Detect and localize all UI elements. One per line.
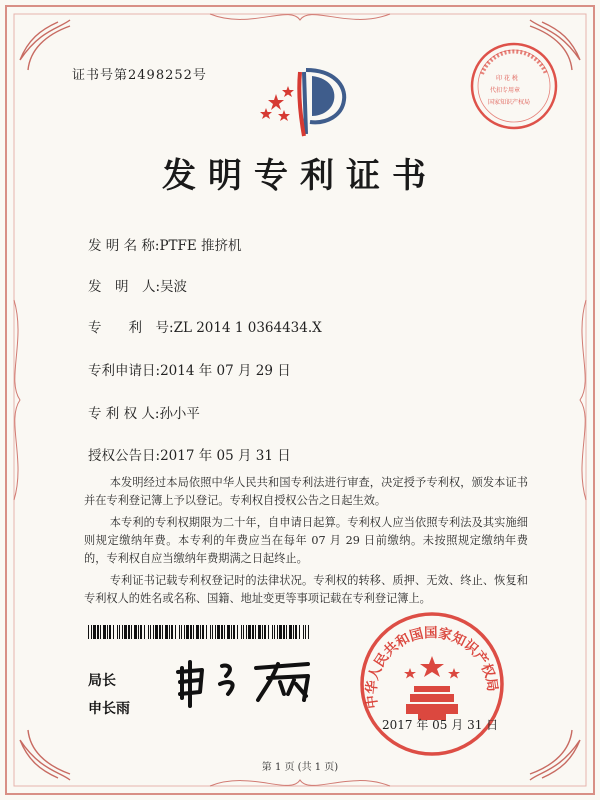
barcode-bar [221,625,223,639]
barcode-bar [128,625,130,639]
field-value: 2017 年 05 月 31 日 [160,448,291,464]
barcode-bar [196,625,199,639]
field-value: 孙小平 [159,406,200,422]
tax-seal-stamp [468,40,560,132]
seal-date: 2017 年 05 月 31 日 [382,718,499,732]
barcode-bar [206,625,207,639]
barcode-bar [212,625,213,639]
barcode-bar [308,625,309,639]
field-patent-number [88,316,322,336]
barcode-bar [231,625,232,639]
barcode-bar [186,625,189,639]
field-label: 发 明 人: [88,279,161,295]
barcode-bar [268,625,269,639]
barcode-bar [93,625,96,639]
paragraph: 本发明经过本局依照中华人民共和国专利法进行审查，决定授予专利权，颁发本证书并在专利登记簿上予以登记。专利权自授权公告之日起生效。 [84,476,528,507]
field-value: PTFE 推挤机 [159,238,242,254]
barcode-bar [179,625,180,639]
barcode-bar [100,625,101,639]
field-inventor [88,275,187,295]
barcode-bar [155,625,158,639]
field-label: 专利申请日: [88,363,161,379]
field-patentee [88,402,200,422]
barcode-bar [248,625,251,639]
certificate-body-text [84,474,528,612]
barcode-bar [264,625,266,639]
patent-office-logo-icon [254,64,354,142]
barcode-bar [140,625,142,639]
barcode-bar [279,625,282,639]
svg-text:国家知识产权局: 国家知识产权局 [488,99,531,106]
seal-arc-text: 中华人民共和国国家知识产权局 [363,625,501,710]
barcode-bar [88,625,89,639]
barcode-bar [233,625,235,639]
field-value: 2014 年 07 月 29 日 [160,363,291,379]
field-application-date [88,359,291,379]
field-invention-name [88,234,242,254]
barcode-bar [119,625,120,639]
barcode [88,625,310,639]
barcode-bar [215,625,216,639]
barcode-bar [237,625,238,639]
barcode-bar [274,625,275,639]
field-value: ZL 2014 1 0364434.X [173,320,322,336]
barcode-bar [272,625,273,639]
certificate-title: 发明专利证书 [162,156,438,196]
barcode-bar [122,625,123,639]
barcode-bar [109,625,111,639]
barcode-bar [303,625,304,639]
svg-text:代扣专用章: 代扣专用章 [490,87,521,94]
barcode-bar [159,625,161,639]
barcode-bar [202,625,204,639]
barcode-bar [224,625,225,639]
signatory-block [88,670,130,718]
field-label: 发 明 名 称: [88,238,160,254]
barcode-bar [299,625,300,639]
field-value: 吴波 [160,279,188,295]
barcode-bar [113,625,114,639]
paragraph: 本专利的专利权期限为二十年，自申请日起算。专利权人应当依照专利法及其实施细则规定缴纳年费。本专利的年费应当在每年 07 月 29 日前缴纳。未按照规定缴纳年费的，专利权自应当缴纳年费期满之日起终止。 [84,516,528,565]
field-grant-date [88,444,291,464]
barcode-bar [134,625,137,639]
barcode-bar [181,625,182,639]
barcode-bar [241,625,242,639]
barcode-bar [184,625,185,639]
official-seal-stamp [358,610,506,758]
barcode-bar [117,625,118,639]
barcode-bar [169,625,170,639]
paragraph: 专利证书记载专利权登记时的法律状况。专利权的转移、质押、无效、终止、恢复和专利权人的姓名或名称、国籍、地址变更等事项记载在专利登记簿上。 [84,574,528,605]
barcode-bar [289,625,292,639]
field-label: 授权公告日: [88,448,161,464]
barcode-bar [243,625,244,639]
barcode-bar [103,625,106,639]
page-number: 第 1 页 (共 1 页) [261,762,339,773]
barcode-bar [283,625,285,639]
barcode-bar [171,625,173,639]
barcode-bar [150,625,151,639]
barcode-bar [107,625,108,639]
barcode-bar [193,625,194,639]
barcode-bar [262,625,263,639]
barcode-bar [286,625,287,639]
barcode-bar [258,625,261,639]
certificate-number: 证书号第2498252号 [72,68,207,83]
barcode-bar [165,625,168,639]
barcode-bar [277,625,278,639]
handwritten-signature [168,654,324,710]
barcode-bar [138,625,139,639]
barcode-bar [217,625,220,639]
barcode-bar [295,625,297,639]
barcode-bar [200,625,201,639]
barcode-bar [293,625,294,639]
barcode-bar [148,625,149,639]
barcode-bar [91,625,92,639]
barcode-bar [131,625,132,639]
field-label: 专 利 号: [88,320,174,336]
barcode-bar [162,625,163,639]
svg-text:印 花 税: 印 花 税 [496,75,518,82]
signatory-title: 局长 [88,673,116,689]
barcode-bar [210,625,211,639]
signatory-name: 申长雨 [88,701,130,717]
barcode-bar [144,625,145,639]
barcode-bar [255,625,256,639]
field-label: 专 利 权 人: [88,406,160,422]
barcode-bar [97,625,99,639]
barcode-bar [305,625,306,639]
barcode-bar [124,625,127,639]
barcode-bar [153,625,154,639]
barcode-bar [175,625,176,639]
barcode-bar [252,625,254,639]
barcode-bar [190,625,192,639]
barcode-bar [246,625,247,639]
barcode-bar [227,625,230,639]
